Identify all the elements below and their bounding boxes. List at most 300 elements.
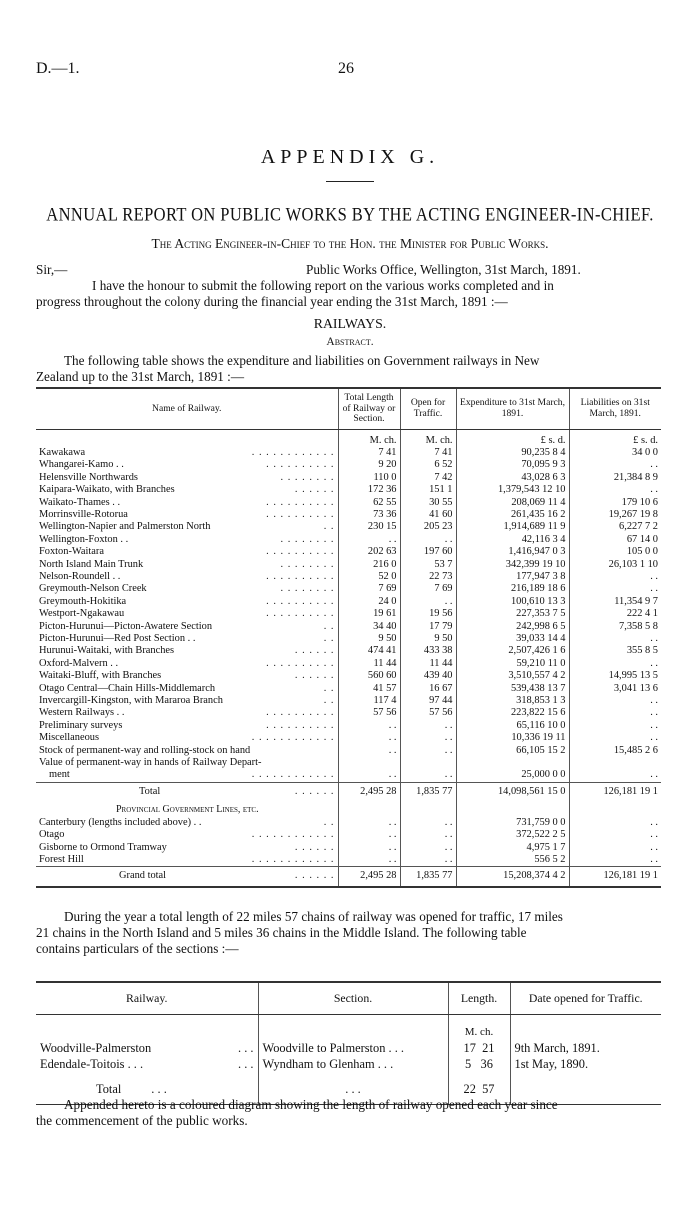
liabilities: 21,384 8 9 xyxy=(569,472,661,484)
open-length: . . xyxy=(400,720,456,732)
intro-line-2: progress throughout the colony during the financial year ending the 31st March, 1891 :— xyxy=(36,294,508,309)
leader-dots: . . . . . . . . . . xyxy=(266,657,335,669)
railway-name: Preliminary surveys xyxy=(39,719,123,731)
expenditure: 1,379,543 12 10 xyxy=(456,484,569,496)
total-length: 7 69 xyxy=(338,583,400,595)
table-row xyxy=(36,633,661,645)
open-length: . . xyxy=(400,854,456,867)
railway-name: Stock of permanent-way and rolling-stock on hand xyxy=(39,744,251,756)
total-length: 474 41 xyxy=(338,645,400,657)
leader-dots: . . . . . . . . . . . . xyxy=(251,829,335,841)
t2-date: 9th March, 1891. xyxy=(510,1040,661,1056)
header-name: Name of Railway. xyxy=(36,388,338,429)
railway-name-cell xyxy=(36,596,338,608)
expenditure: 731,759 0 0 xyxy=(456,817,569,829)
t2-date: 1st May, 1890. xyxy=(510,1056,661,1072)
total-length: 41 57 xyxy=(338,683,400,695)
table-row xyxy=(36,720,661,732)
total-length: 73 36 xyxy=(338,509,400,521)
leader-dots: . . . . . . . . . . xyxy=(266,546,335,558)
railway-name-cell xyxy=(36,621,338,633)
t2-total-chains: 57 xyxy=(482,1082,495,1096)
table-row xyxy=(36,534,661,546)
railway-name-cell xyxy=(36,583,338,595)
t2-railway: Woodville-Palmerston xyxy=(40,1041,152,1055)
open-length: 53 7 xyxy=(400,559,456,571)
liabilities: 34 0 0 xyxy=(569,447,661,459)
report-subtitle: The Acting Engineer-in-Chief to the Hon. the Minister for Public Works. xyxy=(151,236,549,251)
railway-name: Miscellaneous xyxy=(39,732,100,744)
railway-name-cell xyxy=(36,757,338,769)
header-reference: D.—1. xyxy=(36,60,80,77)
t2-units: M. ch. xyxy=(448,1015,510,1041)
total-length: 9 20 xyxy=(338,459,400,471)
total-length: . . xyxy=(338,769,400,782)
t2-dots: . . . xyxy=(238,1057,254,1071)
railway-name-cell xyxy=(36,732,338,744)
table-row xyxy=(36,546,661,558)
open-length xyxy=(400,757,456,769)
railway-name: Western Railways . . xyxy=(39,707,125,719)
closing-line-1: Appended hereto is a coloured diagram showing the length of railway opened each year since xyxy=(64,1097,558,1112)
open-length: 19 56 xyxy=(400,608,456,620)
total-row-label: Total xyxy=(139,785,161,797)
expenditure: 43,028 6 3 xyxy=(456,472,569,484)
open-length: 11 44 xyxy=(400,658,456,670)
railway-name: Kaipara-Waikato, with Branches xyxy=(39,484,175,496)
expenditure: 556 5 2 xyxy=(456,854,569,867)
page-number: 26 xyxy=(338,60,354,77)
expenditure: 539,438 13 7 xyxy=(456,683,569,695)
t2-chains: 21 xyxy=(482,1041,495,1055)
liabilities: 105 0 0 xyxy=(569,546,661,558)
leader-dots: . . xyxy=(323,521,335,533)
expenditure: 2,507,426 1 6 xyxy=(456,645,569,657)
table-row xyxy=(36,817,661,829)
railway-name-cell xyxy=(36,608,338,620)
open-length: 197 60 xyxy=(400,546,456,558)
table-intro-line-1: The following table shows the expenditure and liabilities on Government railways in New xyxy=(64,353,540,368)
railway-name-cell xyxy=(36,484,338,496)
total-length: 560 60 xyxy=(338,670,400,682)
total-length: 202 63 xyxy=(338,546,400,558)
open-length: . . xyxy=(400,732,456,744)
leader-dots: . . . . . . xyxy=(294,645,335,657)
leader-dots: . . . . . . . . . . xyxy=(266,707,335,719)
open-length: 7 42 xyxy=(400,472,456,484)
table-row xyxy=(36,658,661,670)
table-row xyxy=(36,447,661,459)
table-row xyxy=(36,472,661,484)
liabilities: . . xyxy=(569,484,661,496)
para2-line-3: contains particulars of the sections :— xyxy=(36,941,239,956)
total-length: 7 41 xyxy=(338,447,400,459)
open-length: 205 23 xyxy=(400,521,456,533)
total-length: . . xyxy=(338,720,400,732)
appendix-title: APPENDIX G. xyxy=(260,146,440,168)
office-address: Public Works Office, Wellington, 31st March, 1891. xyxy=(306,262,581,277)
railway-name-cell xyxy=(36,670,338,682)
header-expenditure: Expenditure to 31st March, 1891. xyxy=(456,388,569,429)
total-length: . . xyxy=(338,842,400,854)
liabilities: . . xyxy=(569,769,661,782)
table-row xyxy=(36,621,661,633)
open-length: 1,835 77 xyxy=(400,782,456,801)
liabilities: 126,181 19 1 xyxy=(569,782,661,801)
total-length: 19 61 xyxy=(338,608,400,620)
t2-header-date: Date opened for Traffic. xyxy=(510,982,661,1015)
leader-dots: . . xyxy=(323,816,335,828)
open-length: 7 69 xyxy=(400,583,456,595)
railway-name: Oxford-Malvern . . xyxy=(39,657,119,669)
railway-name: Foxton-Waitara xyxy=(39,546,104,558)
section-heading: RAILWAYS. xyxy=(313,316,387,331)
units-row xyxy=(36,429,661,447)
open-length: 151 1 xyxy=(400,484,456,496)
expenditure: 227,353 7 5 xyxy=(456,608,569,620)
railway-name-cell xyxy=(36,559,338,571)
table-row xyxy=(36,645,661,657)
railway-name-cell xyxy=(36,854,338,867)
open-length: . . xyxy=(400,745,456,757)
total-length: . . xyxy=(338,817,400,829)
expenditure: 261,435 16 2 xyxy=(456,509,569,521)
expenditure: 216,189 18 6 xyxy=(456,583,569,595)
open-length: 9 50 xyxy=(400,633,456,645)
total-length: 110 0 xyxy=(338,472,400,484)
leader-dots: . . . . . . . . . . xyxy=(266,595,335,607)
leader-dots: . . . . . . . . . . xyxy=(266,608,335,620)
open-length: 97 44 xyxy=(400,695,456,707)
leader-dots: . . . . . . . . . . . . xyxy=(251,769,335,781)
liabilities: 67 14 0 xyxy=(569,534,661,546)
t2-section: Woodville to Palmerston . . . xyxy=(258,1040,448,1056)
title-rule xyxy=(326,181,374,182)
expenditure: 100,610 13 3 xyxy=(456,596,569,608)
expenditure: 342,399 19 10 xyxy=(456,559,569,571)
liabilities: . . xyxy=(569,829,661,841)
leader-dots: . . . . . . . . . . xyxy=(266,570,335,582)
liabilities: . . xyxy=(569,459,661,471)
liabilities: . . xyxy=(569,571,661,583)
total-length: . . xyxy=(338,534,400,546)
expenditure: 1,914,689 11 9 xyxy=(456,521,569,533)
table-intro-line-2: Zealand up to the 31st March, 1891 :— xyxy=(36,369,245,384)
leader-dots: . . xyxy=(323,633,335,644)
total-length: . . xyxy=(338,829,400,841)
railway-name-cell xyxy=(36,842,338,854)
liabilities: 7,358 5 8 xyxy=(569,621,661,633)
liabilities: 14,995 13 5 xyxy=(569,670,661,682)
table-row xyxy=(36,583,661,595)
open-length: 30 55 xyxy=(400,497,456,509)
expenditure: 372,522 2 5 xyxy=(456,829,569,841)
table-row xyxy=(36,769,661,782)
table-header-row xyxy=(36,388,661,429)
railway-name: Hurunui-Waitaki, with Branches xyxy=(39,645,175,657)
railway-name-cell xyxy=(36,472,338,484)
header-liabilities: Liabilities on 31st March, 1891. xyxy=(569,388,661,429)
expenditure: 42,116 3 4 xyxy=(456,534,569,546)
table-row xyxy=(36,608,661,620)
table-row xyxy=(36,757,661,769)
liabilities: 19,267 19 8 xyxy=(569,509,661,521)
liabilities: . . xyxy=(569,633,661,645)
expenditure: 39,033 14 4 xyxy=(456,633,569,645)
expenditure: 15,208,374 4 2 xyxy=(456,867,569,887)
open-length: 6 52 xyxy=(400,459,456,471)
unit-exp: £ s. d. xyxy=(456,429,569,447)
total-length: 2,495 28 xyxy=(338,782,400,801)
railway-name-cell xyxy=(36,769,338,782)
expenditure: 59,210 11 0 xyxy=(456,658,569,670)
railway-name-cell xyxy=(36,683,338,695)
leader-dots: . . . . . . xyxy=(294,870,335,882)
table-row xyxy=(36,707,661,719)
open-length: 41 60 xyxy=(400,509,456,521)
grand-total-row xyxy=(36,867,661,887)
liabilities xyxy=(569,757,661,769)
leader-dots: . . . . . . . . . . xyxy=(266,719,335,731)
total-length: 62 55 xyxy=(338,497,400,509)
salutation: Sir,— xyxy=(36,262,68,277)
provincial-heading: Provincial Government Lines, etc. xyxy=(116,804,259,816)
section-subheading: Abstract. xyxy=(326,336,374,348)
total-length: 9 50 xyxy=(338,633,400,645)
intro-line-1: I have the honour to submit the following report on the various works completed and in xyxy=(92,278,554,293)
expenditure: 14,098,561 15 0 xyxy=(456,782,569,801)
railway-name-cell xyxy=(36,707,338,719)
total-length: 172 36 xyxy=(338,484,400,496)
table-row xyxy=(36,854,661,867)
railway-name: Helensville Northwards xyxy=(39,471,138,483)
header-open: Open for Traffic. xyxy=(400,388,456,429)
expenditure: 1,416,947 0 3 xyxy=(456,546,569,558)
expenditure: 90,235 8 4 xyxy=(456,447,569,459)
railway-name: Whangarei-Kamo . . xyxy=(39,459,124,471)
liabilities: 179 10 6 xyxy=(569,497,661,509)
open-length: 22 73 xyxy=(400,571,456,583)
leader-dots: . . . . . . . . . . xyxy=(266,496,335,508)
railway-name: Greymouth-Nelson Creek xyxy=(39,583,147,595)
liabilities: 15,485 2 6 xyxy=(569,745,661,757)
total-length: 230 15 xyxy=(338,521,400,533)
t2-dots: . . . xyxy=(238,1041,254,1055)
open-length: . . xyxy=(400,596,456,608)
open-length: 7 41 xyxy=(400,447,456,459)
railway-name: Otago xyxy=(39,829,65,841)
railway-abstract-table xyxy=(36,387,661,888)
leader-dots: . . . . . . . . . . xyxy=(266,508,335,520)
railway-name: Westport-Ngakawau xyxy=(39,608,125,620)
grand-total-row-label: Grand total xyxy=(119,870,167,882)
total-row xyxy=(36,782,661,801)
liabilities: . . xyxy=(569,583,661,595)
expenditure: 10,336 19 11 xyxy=(456,732,569,744)
liabilities: 6,227 7 2 xyxy=(569,521,661,533)
table-row xyxy=(36,509,661,521)
railway-name: Canterbury (lengths included above) . . xyxy=(39,816,202,828)
para2-line-2: 21 chains in the North Island and 5 miles 36 chains in the Middle Island. The following table xyxy=(36,925,527,940)
liabilities: 126,181 19 1 xyxy=(569,867,661,887)
total-length: 11 44 xyxy=(338,658,400,670)
table-row xyxy=(36,829,661,841)
t2-header-railway: Railway. xyxy=(36,982,258,1015)
table-row xyxy=(36,1056,661,1072)
railway-name-cell xyxy=(36,745,338,757)
leader-dots: . . . . . . xyxy=(294,841,335,853)
railway-name-cell xyxy=(36,645,338,657)
expenditure: 65,116 10 0 xyxy=(456,720,569,732)
table-row xyxy=(36,1040,661,1056)
railway-name: Wellington-Napier and Palmerston North xyxy=(39,521,211,533)
expenditure: 177,947 3 8 xyxy=(456,571,569,583)
t2-header-row xyxy=(36,982,661,1015)
railway-name: Gisborne to Ormond Tramway xyxy=(39,841,167,853)
leader-dots: . . xyxy=(323,620,335,632)
railway-name: Waitaki-Bluff, with Branches xyxy=(39,670,162,682)
open-length: . . xyxy=(400,769,456,782)
total-length: . . xyxy=(338,732,400,744)
open-length: 1,835 77 xyxy=(400,867,456,887)
railway-name-cell xyxy=(36,509,338,521)
expenditure: 70,095 9 3 xyxy=(456,459,569,471)
liabilities: . . xyxy=(569,732,661,744)
railway-name-cell xyxy=(36,658,338,670)
expenditure: 208,069 11 4 xyxy=(456,497,569,509)
total-length xyxy=(338,757,400,769)
provincial-heading-row xyxy=(36,801,661,816)
table-row xyxy=(36,521,661,533)
t2-units-row xyxy=(36,1015,661,1041)
t2-chains: 36 xyxy=(480,1057,493,1071)
railway-name: Greymouth-Hokitika xyxy=(39,595,127,607)
railway-name: Wellington-Foxton . . xyxy=(39,533,129,545)
railway-name: North Island Main Trunk xyxy=(39,558,144,570)
expenditure xyxy=(456,757,569,769)
grand-total-row-label-cell xyxy=(36,867,338,887)
liabilities: . . xyxy=(569,707,661,719)
leader-dots: . . . . . . xyxy=(294,785,335,797)
table-row xyxy=(36,670,661,682)
total-length: 216 0 xyxy=(338,559,400,571)
t2-section: Wyndham to Glenham . . . xyxy=(258,1056,448,1072)
open-length: 433 38 xyxy=(400,645,456,657)
unit-total: M. ch. xyxy=(338,429,400,447)
liabilities: 3,041 13 6 xyxy=(569,683,661,695)
total-length: 52 0 xyxy=(338,571,400,583)
railway-name-cell xyxy=(36,447,338,459)
t2-total-dots: . . . xyxy=(151,1082,167,1096)
leader-dots: . . xyxy=(323,695,335,707)
unit-liab: £ s. d. xyxy=(569,429,661,447)
railway-name-cell xyxy=(36,817,338,829)
leader-dots: . . . . . . xyxy=(294,670,335,682)
railway-name: Forest Hill xyxy=(39,853,84,865)
open-length: 16 67 xyxy=(400,683,456,695)
table-row xyxy=(36,732,661,744)
header-total-length: Total Length of Railway or Section. xyxy=(338,388,400,429)
leader-dots: . . . . . . . . xyxy=(280,533,335,545)
railway-name-cell xyxy=(36,459,338,471)
liabilities: . . xyxy=(569,720,661,732)
total-length: 117 4 xyxy=(338,695,400,707)
liabilities: 355 8 5 xyxy=(569,645,661,657)
t2-railway: Edendale-Toitois . . . xyxy=(40,1057,144,1071)
railway-name: Otago Central—Chain Hills-Middlemarch xyxy=(39,682,216,694)
liabilities: . . xyxy=(569,842,661,854)
liabilities: . . xyxy=(569,658,661,670)
total-length: . . xyxy=(338,854,400,867)
railway-name: Picton-Hurunui—Red Post Section . . xyxy=(39,633,196,644)
total-length: 2,495 28 xyxy=(338,867,400,887)
leader-dots: . . . . . . . . xyxy=(280,558,335,570)
liabilities: 11,354 9 7 xyxy=(569,596,661,608)
sections-opened-table xyxy=(36,981,661,1105)
railway-name-cell xyxy=(36,720,338,732)
open-length: . . xyxy=(400,534,456,546)
table-row xyxy=(36,571,661,583)
leader-dots: . . . . . . xyxy=(294,484,335,496)
closing-line-2: the commencement of the public works. xyxy=(36,1113,248,1128)
unit-open: M. ch. xyxy=(400,429,456,447)
railway-name-cell xyxy=(36,829,338,841)
expenditure: 4,975 1 7 xyxy=(456,842,569,854)
open-length: . . xyxy=(400,817,456,829)
liabilities: . . xyxy=(569,695,661,707)
railway-name: ment xyxy=(49,769,70,781)
liabilities: . . xyxy=(569,817,661,829)
open-length: 57 56 xyxy=(400,707,456,719)
leader-dots: . . . . . . . . xyxy=(280,471,335,483)
table-row xyxy=(36,497,661,509)
leader-dots: . . . . . . . . . . . . xyxy=(251,446,335,458)
liabilities: 222 4 1 xyxy=(569,608,661,620)
t2-total-label: Total xyxy=(96,1082,122,1096)
open-length: 17 79 xyxy=(400,621,456,633)
table-row xyxy=(36,596,661,608)
expenditure: 25,000 0 0 xyxy=(456,769,569,782)
expenditure: 242,998 6 5 xyxy=(456,621,569,633)
railway-name: Nelson-Roundell . . xyxy=(39,570,121,582)
railway-name: Morrinsville-Rotorua xyxy=(39,508,128,520)
railway-name: Kawakawa xyxy=(39,446,86,458)
open-length: . . xyxy=(400,842,456,854)
railway-name-cell xyxy=(36,521,338,533)
railway-name-cell xyxy=(36,546,338,558)
railway-name: Waikato-Thames . . xyxy=(39,496,121,508)
railway-name-cell xyxy=(36,497,338,509)
table-row xyxy=(36,484,661,496)
expenditure: 66,105 15 2 xyxy=(456,745,569,757)
leader-dots: . . . . . . . . . . . . xyxy=(251,732,335,744)
leader-dots: . . . . . . . . . . xyxy=(266,459,335,471)
total-row-label-cell xyxy=(36,782,338,801)
table-row xyxy=(36,559,661,571)
t2-miles: 5 xyxy=(465,1057,472,1071)
expenditure: 223,822 15 6 xyxy=(456,707,569,719)
railway-name: Picton-Hurunui—Picton-Awatere Section xyxy=(39,620,213,632)
liabilities: 26,103 1 10 xyxy=(569,559,661,571)
t2-miles: 17 xyxy=(463,1041,476,1055)
railway-name: Invercargill-Kingston, with Mararoa Branch xyxy=(39,695,223,707)
leader-dots: . . . . . . . . xyxy=(280,583,335,595)
railway-name: Value of permanent-way in hands of Railway Depart- xyxy=(39,757,262,769)
report-title: ANNUAL REPORT ON PUBLIC WORKS BY THE ACTING ENGINEER-IN-CHIEF. xyxy=(46,203,654,226)
expenditure: 318,853 1 3 xyxy=(456,695,569,707)
table-row xyxy=(36,842,661,854)
leader-dots: . . . . . . . . . . . . xyxy=(251,853,335,865)
